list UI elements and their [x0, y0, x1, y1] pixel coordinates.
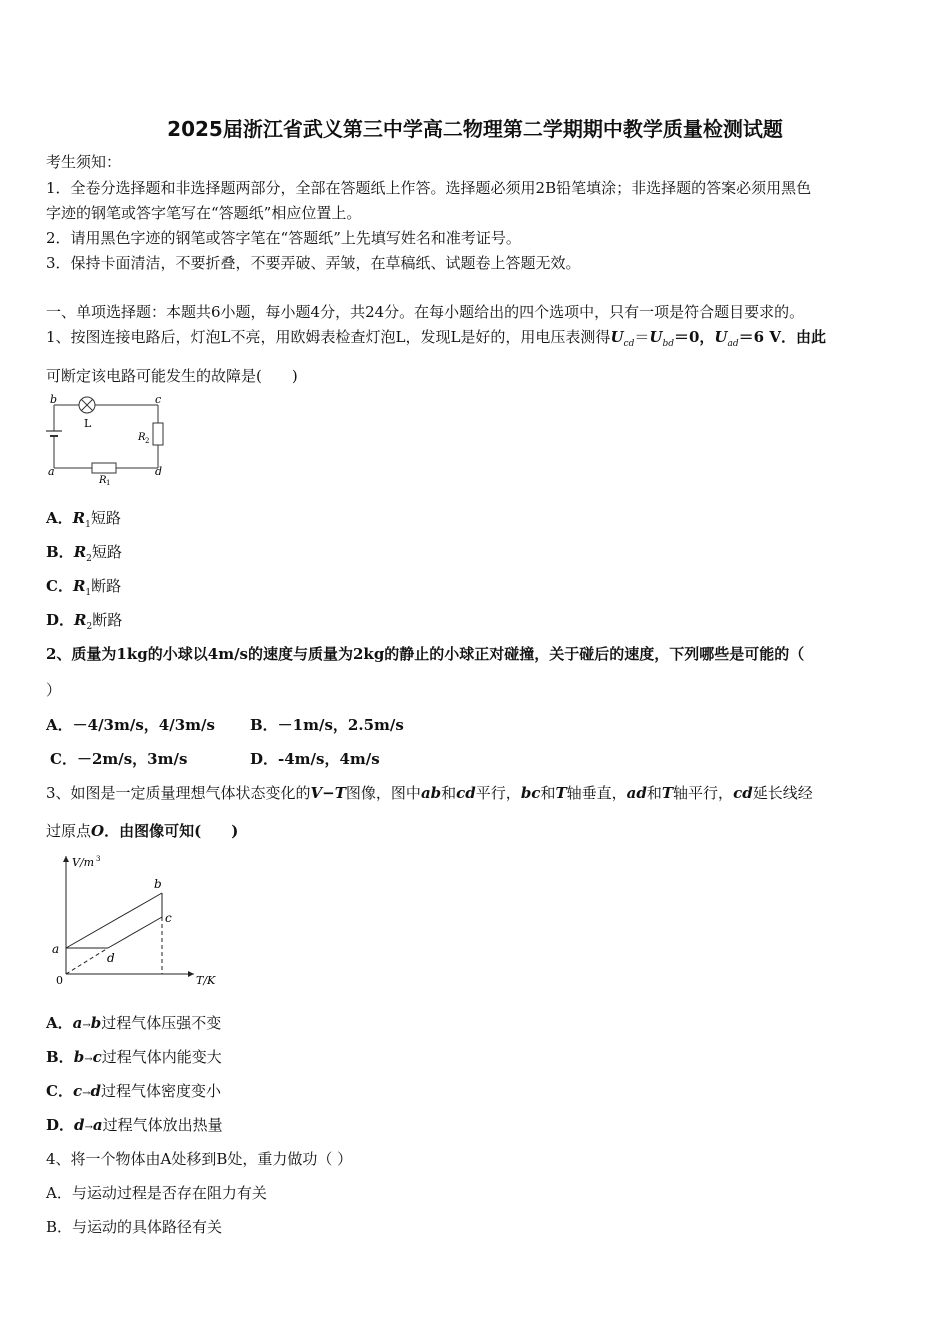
- q1-option-d[interactable]: [46, 610, 122, 637]
- q1-option-d-letter: D．: [46, 611, 75, 629]
- q3-option-a-letter: A．: [46, 1014, 73, 1032]
- q3-bc: bc: [520, 784, 541, 802]
- q1-stem-line1: [46, 327, 826, 354]
- r1-sub: 1: [106, 479, 111, 485]
- notice-item-3: 3．保持卡面清洁，不要折叠，不要弄破、弄皱，在草稿纸、试题卷上答题无效。: [46, 254, 581, 272]
- q3-cd2: cd: [733, 784, 753, 802]
- segment-ab: [66, 893, 162, 948]
- q3-vt-graph: [44, 850, 234, 990]
- q1-option-b-text: 短路: [91, 543, 122, 561]
- q1-option-b-letter: B．: [46, 543, 74, 561]
- q3-option-c-letter: C．: [46, 1082, 73, 1100]
- q3-option-a-to: b: [90, 1014, 102, 1032]
- q1-stem-text: 1、按图连接电路后，灯泡L不亮，用欧姆表检查灯泡L，发现L是好的，用电压表测得: [46, 328, 611, 346]
- node-a-label: a: [48, 465, 55, 478]
- q1-option-a-text: 短路: [90, 509, 121, 527]
- q3-o: O: [91, 822, 105, 840]
- q1-eq-zero: ＝0，: [673, 328, 715, 346]
- segment-cd: [108, 917, 162, 948]
- q1-u-cd: U: [610, 328, 624, 346]
- v-axis-exp: 3: [96, 855, 101, 863]
- q3-text-6: 延长线经: [752, 784, 813, 802]
- q1-option-c-letter: C．: [46, 577, 73, 595]
- q1-option-c-var: R: [72, 577, 86, 595]
- q2-option-d[interactable]: D．-4m/s，4m/s: [250, 750, 380, 768]
- q3-option-d-from: d: [74, 1116, 85, 1134]
- q3-option-d-to: a: [92, 1116, 103, 1134]
- q2-option-a[interactable]: A．－4/3m/s，4/3m/s: [46, 716, 215, 734]
- q4-option-b[interactable]: B．与运动的具体路径有关: [46, 1218, 223, 1236]
- section-heading: 一、单项选择题：本题共6小题，每小题4分，共24分。在每小题给出的四个选项中，只有一项是符合题目要求的。: [46, 303, 805, 321]
- q3-option-b-arrow: →: [84, 1054, 93, 1065]
- q1-option-b[interactable]: [46, 542, 122, 569]
- q3-t1: T: [555, 784, 567, 802]
- lamp-label: L: [84, 417, 92, 430]
- q1-sub-ad: ad: [727, 339, 739, 349]
- q1-option-c-sub: 1: [85, 588, 92, 598]
- q2-stem-line2: ）: [46, 681, 62, 699]
- notice-heading: 考生须知：: [46, 153, 122, 171]
- q1-option-b-sub: 2: [86, 554, 92, 564]
- q2-option-b[interactable]: B．－1m/s，2.5m/s: [250, 716, 404, 734]
- q1-option-a[interactable]: [46, 508, 121, 535]
- q1-sub-bd: bd: [662, 339, 674, 349]
- q1-option-d-text: 断路: [92, 611, 123, 629]
- q1-stem-line2: 可断定该电路可能发生的故障是( ): [46, 367, 298, 385]
- point-a-label: a: [52, 942, 60, 956]
- point-d-label: d: [107, 951, 115, 965]
- q1-u-ad: U: [714, 328, 728, 346]
- q2-option-c[interactable]: C．－2m/s，3m/s: [50, 750, 188, 768]
- q3-cd: cd: [456, 784, 476, 802]
- q3-option-c-text: 过程气体密度变小: [100, 1082, 221, 1100]
- q2-stem-line1: 2、质量为1kg的小球以4m/s的速度与质量为2kg的静止的小球正对碰撞，关于碰后的速度，下列哪些是可能的（: [46, 645, 805, 663]
- q3-option-d-letter: D．: [46, 1116, 75, 1134]
- q3-text-5: 轴平行，: [673, 784, 734, 802]
- q1-option-b-var: R: [73, 543, 87, 561]
- q3-text-1: 3、如图是一定质量理想气体状态变化的: [46, 784, 311, 802]
- q1-option-c[interactable]: [46, 576, 121, 603]
- point-c-label: c: [165, 911, 172, 925]
- node-d-label: d: [155, 465, 163, 478]
- q3-option-a[interactable]: [46, 1013, 221, 1036]
- q3-option-d[interactable]: [46, 1115, 223, 1138]
- q1-circuit-diagram: [44, 393, 174, 485]
- extension-dashed: [66, 948, 108, 974]
- q1-sub-cd: cd: [623, 339, 635, 349]
- q1-eq1: ＝: [634, 328, 650, 346]
- q3-option-b-to: c: [92, 1048, 102, 1066]
- q3-option-d-arrow: →: [84, 1122, 93, 1133]
- q3-stem-line1: [46, 783, 813, 803]
- notice-item-1-cont: 字迹的钢笔或答字笔写在“答题纸”相应位置上。: [46, 204, 362, 222]
- t-axis-label: T/K: [196, 974, 216, 987]
- origin-label: 0: [56, 974, 63, 987]
- q3-ad: ad: [626, 784, 647, 802]
- point-b-label: b: [154, 877, 162, 891]
- q3-option-b[interactable]: [46, 1047, 222, 1070]
- q3-stem-line2: [46, 821, 238, 841]
- q3-text-8: ．由图像可知( ): [104, 822, 239, 840]
- r1-label: R: [99, 475, 107, 485]
- q3-text-3: 平行，: [475, 784, 521, 802]
- q3-option-a-text: 过程气体压强不变: [101, 1014, 222, 1032]
- q3-t2: T: [661, 784, 674, 802]
- q3-option-c-to: d: [90, 1082, 101, 1100]
- q3-option-b-from: b: [73, 1048, 85, 1066]
- q3-option-a-from: a: [72, 1014, 83, 1032]
- q3-option-a-arrow: →: [82, 1020, 91, 1031]
- q3-and-1: 和: [441, 784, 457, 802]
- q1-eq-6v: ＝6 V．由此: [738, 328, 826, 346]
- page-title: 2025届浙江省武义第三中学高二物理第二学期期中教学质量检测试题: [167, 117, 783, 141]
- q3-option-c-from: c: [72, 1082, 83, 1100]
- q1-option-d-var: R: [74, 611, 87, 629]
- r2-label: R: [138, 432, 146, 443]
- q1-option-c-text: 断路: [91, 577, 122, 595]
- q1-option-a-letter: A．: [46, 509, 73, 527]
- q4-option-a[interactable]: A．与运动过程是否存在阻力有关: [46, 1184, 267, 1202]
- q3-text-2: 图像，图中: [345, 784, 421, 802]
- q1-option-d-sub: 2: [86, 622, 93, 632]
- v-axis-label: V/m: [72, 856, 95, 869]
- q3-option-c[interactable]: [46, 1081, 221, 1104]
- notice-item-1: 1．全卷分选择题和非选择题两部分，全部在答题纸上作答。选择题必须用2B铅笔填涂；非选择题的答案必须用黑色: [46, 179, 812, 197]
- q3-and-3: 和: [646, 784, 662, 802]
- node-b-label: b: [50, 393, 58, 406]
- q3-text-7: 过原点: [46, 822, 92, 840]
- resistor-r2-icon: [153, 423, 163, 445]
- q3-vt: V−T: [310, 784, 346, 802]
- q3-option-b-text: 过程气体内能变大: [101, 1048, 222, 1066]
- q1-option-a-sub: 1: [85, 520, 91, 530]
- notice-item-2: 2．请用黑色字迹的钢笔或答字笔在“答题纸”上先填写姓名和准考证号。: [46, 229, 521, 247]
- node-c-label: c: [155, 393, 162, 406]
- resistor-r1-icon: [92, 463, 116, 473]
- q3-option-c-arrow: →: [82, 1088, 91, 1099]
- q4-stem: 4、将一个物体由A处移到B处，重力做功（ ）: [46, 1150, 353, 1168]
- q1-option-a-var: R: [72, 509, 86, 527]
- q3-option-b-letter: B．: [46, 1048, 74, 1066]
- q3-ab: ab: [420, 784, 442, 802]
- q3-and-2: 和: [540, 784, 556, 802]
- r2-sub: 2: [145, 437, 150, 445]
- q1-u-bd: U: [649, 328, 663, 346]
- q3-text-4: 轴垂直，: [566, 784, 627, 802]
- q3-option-d-text: 过程气体放出热量: [102, 1116, 223, 1134]
